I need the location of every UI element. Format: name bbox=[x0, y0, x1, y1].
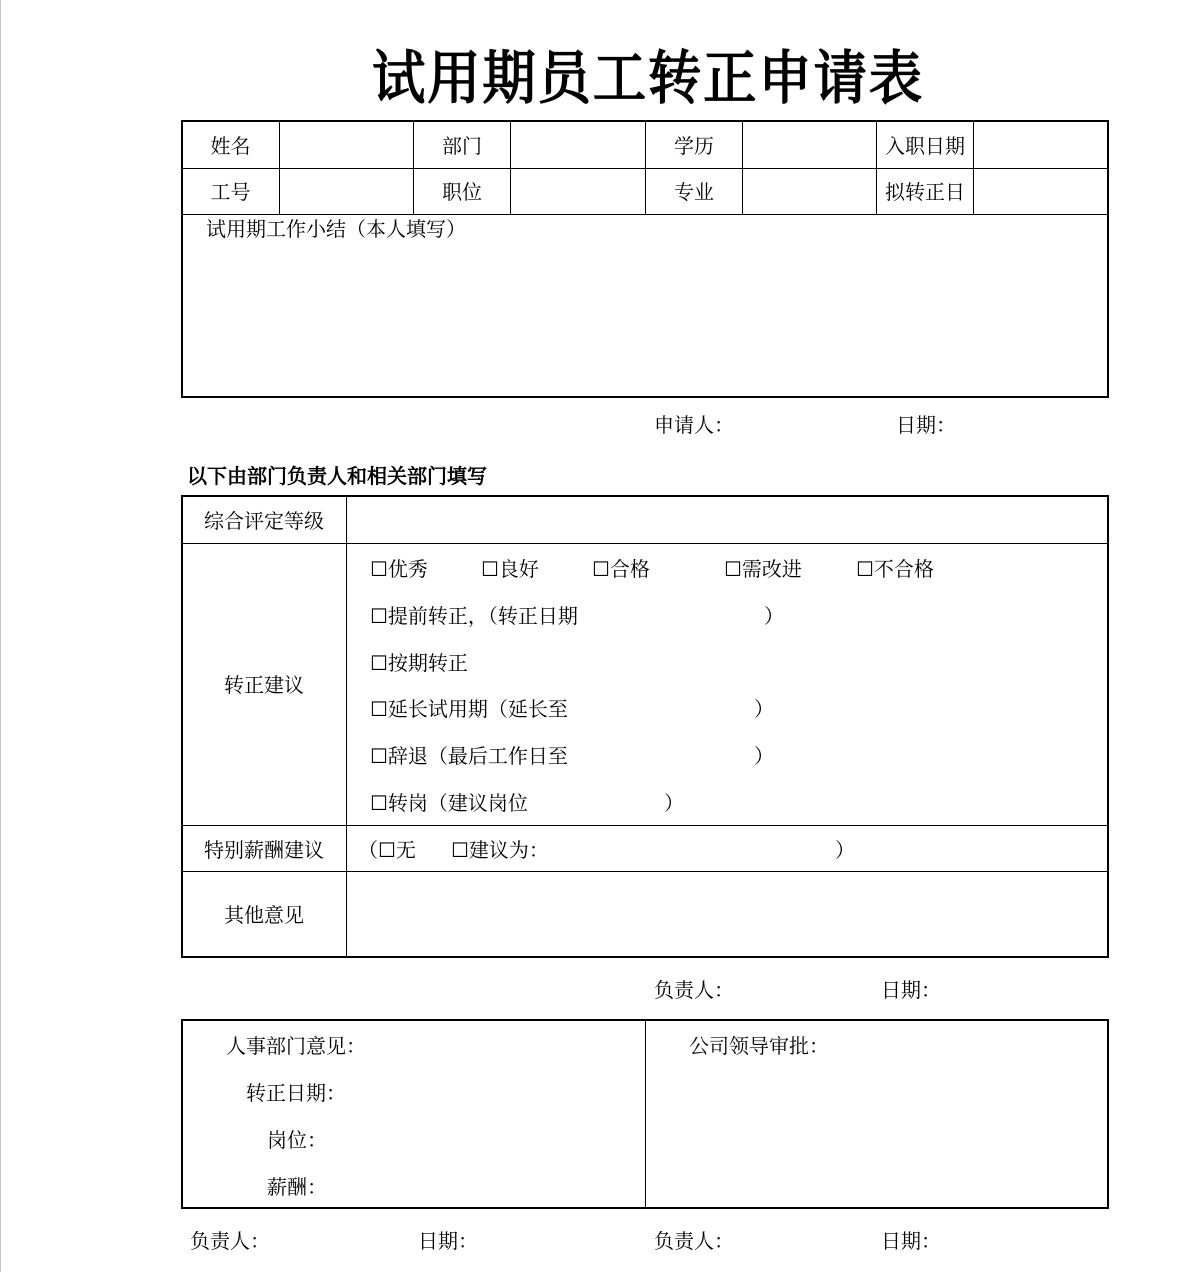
paren-close: ） bbox=[754, 744, 774, 768]
label-education: 学历 bbox=[674, 134, 714, 158]
bottom-left-person-label: 负责人： bbox=[190, 1229, 270, 1253]
checkbox-on-schedule[interactable]: ☐按期转正 bbox=[370, 651, 468, 675]
label-other-opinions: 其他意见 bbox=[224, 903, 304, 927]
checkbox-salary-none[interactable]: （☐无 bbox=[358, 838, 416, 862]
hr-position-label: 岗位： bbox=[267, 1128, 327, 1152]
paren-close: ） bbox=[754, 697, 774, 721]
paren-close: ） bbox=[835, 838, 855, 862]
info-col-divider bbox=[510, 121, 511, 215]
summary-label: 试用期工作小结（本人填写） bbox=[206, 217, 466, 241]
info-col-divider bbox=[279, 121, 280, 215]
checkbox-excellent[interactable]: ☐优秀 bbox=[370, 557, 428, 581]
checkbox-early-regularization[interactable]: ☐提前转正，（转正日期 bbox=[370, 604, 578, 628]
checkbox-salary-suggest[interactable]: ☐建议为： bbox=[451, 838, 549, 862]
eval-row-divider bbox=[182, 825, 1108, 826]
leader-approval-label: 公司领导审批： bbox=[689, 1034, 829, 1058]
hr-regular-date-label: 转正日期： bbox=[246, 1081, 346, 1105]
label-department: 部门 bbox=[442, 134, 482, 158]
label-major: 专业 bbox=[674, 180, 714, 204]
checkbox-transfer[interactable]: ☐转岗（建议岗位 bbox=[370, 791, 528, 815]
checkbox-needs-improvement[interactable]: ☐需改进 bbox=[724, 557, 802, 581]
label-special-salary: 特别薪酬建议 bbox=[204, 838, 324, 862]
bottom-right-person-label: 负责人： bbox=[654, 1229, 734, 1253]
manager-date-label: 日期： bbox=[881, 978, 941, 1002]
checkbox-unqualified[interactable]: ☐不合格 bbox=[856, 557, 934, 581]
label-name: 姓名 bbox=[210, 134, 251, 158]
form-title: 试用期员工转正申请表 bbox=[371, 44, 924, 112]
info-col-divider bbox=[742, 121, 743, 215]
label-planned-regular-date: 拟转正日 bbox=[885, 180, 965, 204]
bottom-right-date-label: 日期： bbox=[881, 1229, 941, 1253]
eval-col-divider bbox=[346, 496, 347, 957]
hr-salary-label: 薪酬： bbox=[267, 1175, 327, 1199]
label-position: 职位 bbox=[442, 180, 482, 204]
applicant-date-label: 日期： bbox=[896, 413, 956, 437]
label-hire-date: 入职日期 bbox=[885, 134, 965, 158]
paren-close: ） bbox=[664, 791, 684, 815]
checkbox-good[interactable]: ☐良好 bbox=[481, 557, 539, 581]
info-col-divider bbox=[973, 121, 974, 215]
checkbox-dismiss[interactable]: ☐辞退（最后工作日至 bbox=[370, 744, 568, 768]
label-regularization-suggestion: 转正建议 bbox=[224, 673, 304, 697]
bottom-left-date-label: 日期： bbox=[418, 1229, 478, 1253]
eval-row-divider bbox=[182, 543, 1108, 544]
manager-label: 负责人： bbox=[654, 978, 734, 1002]
checkbox-extend-probation[interactable]: ☐延长试用期（延长至 bbox=[370, 697, 568, 721]
label-employee-id: 工号 bbox=[210, 180, 251, 204]
eval-row-divider bbox=[182, 871, 1108, 872]
section-heading: 以下由部门负责人和相关部门填写 bbox=[187, 464, 487, 488]
checkbox-qualified[interactable]: ☐合格 bbox=[592, 557, 650, 581]
page-edge bbox=[0, 0, 1, 1272]
applicant-label: 申请人： bbox=[654, 413, 734, 437]
label-overall-rating: 综合评定等级 bbox=[204, 509, 324, 533]
hr-opinion-label: 人事部门意见： bbox=[226, 1034, 366, 1058]
approval-col-divider bbox=[645, 1020, 646, 1208]
paren-close: ） bbox=[764, 604, 784, 628]
